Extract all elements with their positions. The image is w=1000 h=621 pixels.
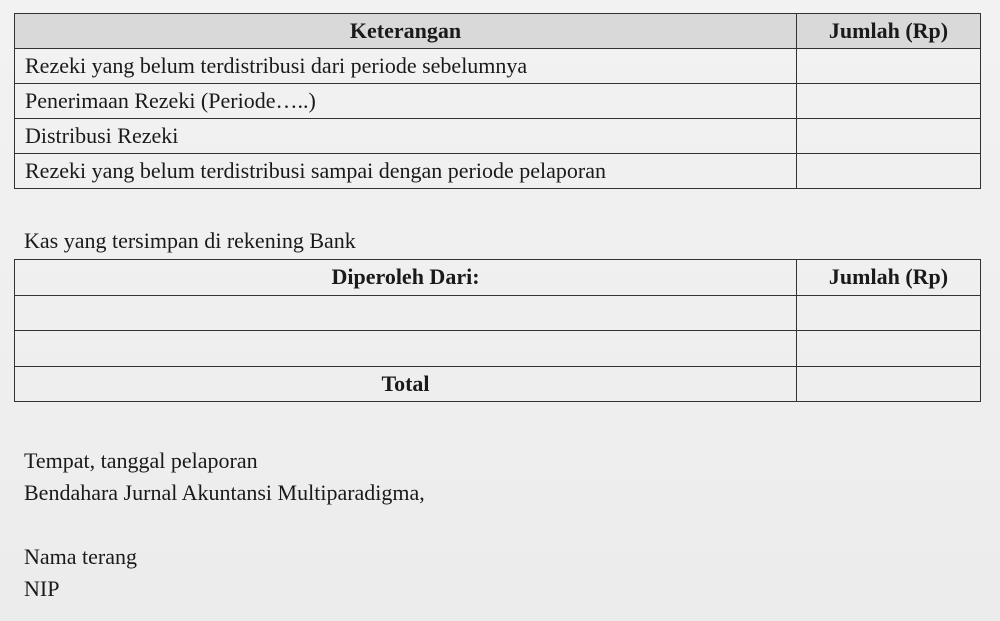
table-row	[15, 49, 981, 84]
amount-cell	[797, 84, 981, 119]
nip-line: NIP	[24, 576, 60, 601]
rezeki-table	[14, 13, 981, 189]
full-name-line: Nama terang	[24, 544, 137, 569]
total-amount-cell	[797, 366, 981, 402]
bank-cash-label: Kas yang tersimpan di rekening Bank	[24, 228, 356, 253]
table-row	[15, 295, 981, 331]
table-row	[15, 84, 981, 119]
header-jumlah: Jumlah (Rp)	[797, 14, 981, 49]
source-cell	[15, 295, 797, 331]
table-row	[15, 119, 981, 154]
amount-cell	[797, 331, 981, 367]
bank-table	[14, 259, 981, 402]
total-row	[15, 366, 981, 402]
total-label: Total	[15, 366, 797, 402]
bank-table-header	[15, 260, 981, 296]
amount-cell	[797, 295, 981, 331]
row-label: Distribusi Rezeki	[15, 119, 797, 154]
amount-cell	[797, 49, 981, 84]
amount-cell	[797, 154, 981, 189]
rezeki-table-header	[15, 14, 981, 49]
table-row	[15, 154, 981, 189]
source-cell	[15, 331, 797, 367]
amount-cell	[797, 119, 981, 154]
place-date-line: Tempat, tanggal pelaporan	[24, 448, 258, 473]
row-label: Rezeki yang belum terdistribusi dari periode sebelumnya	[15, 49, 797, 84]
table-row	[15, 331, 981, 367]
row-label: Rezeki yang belum terdistribusi sampai dengan periode pelaporan	[15, 154, 797, 189]
header-keterangan: Keterangan	[15, 14, 797, 49]
header-diperoleh-dari: Diperoleh Dari:	[15, 260, 797, 296]
treasurer-line: Bendahara Jurnal Akuntansi Multiparadigma,	[24, 480, 425, 505]
row-label: Penerimaan Rezeki (Periode…..)	[15, 84, 797, 119]
header-jumlah: Jumlah (Rp)	[797, 260, 981, 296]
